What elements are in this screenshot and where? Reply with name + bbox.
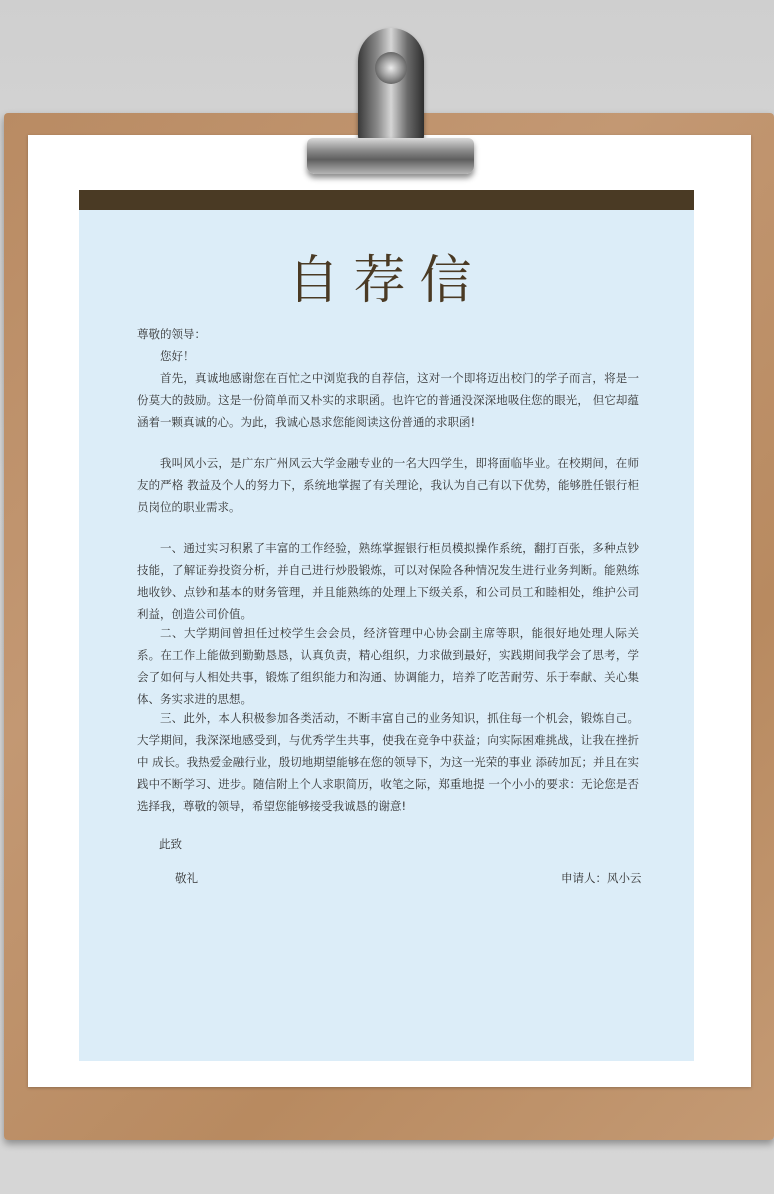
binder-clip-hole — [375, 52, 407, 84]
closing-ci-zhi: 此致 — [159, 837, 182, 851]
binder-clip-ring — [358, 28, 424, 148]
binder-clip-base — [307, 138, 474, 174]
paragraph-advantage-1: 一、通过实习积累了丰富的工作经验，熟练掌握银行柜员模拟操作系统，翻打百张，多种点钞技能，了解证券投资分析，并自己进行炒股锻炼，可以对保险各种情况发生进行业务判断。能熟练地收钞、点钞和基本的财务管理，并且能熟练的处理上下级关系，和公司员工和睦相处，维护公司利益，创造公司价值。 — [137, 541, 639, 621]
salutation: 尊敬的领导： — [137, 327, 206, 341]
applicant-signature: 申请人：风小云 — [561, 871, 642, 885]
paragraph-intro: 首先，真诚地感谢您在百忙之中浏览我的自荐信，这对一个即将迈出校门的学子而言，将是一份莫大的鼓励。这是一份简单而又朴实的求职函。也许它的普通没深深地吸住您的眼光， 但它却蕴涵着一颗真诚的心。为此，我诚心恳求您能阅读这份普通的求职函! — [137, 371, 639, 429]
header-bar — [79, 190, 694, 210]
paragraph-self-introduction: 我叫风小云，是广东广州风云大学金融专业的一名大四学生，即将面临毕业。在校期间，在师友的严格 教益及个人的努力下，系统地掌握了有关理论，我认为自己有以下优势，能够胜任银行柜员岗位的职业需求。 — [137, 456, 639, 514]
letter-title: 自荐信 — [287, 251, 486, 311]
paragraph-advantage-2: 二、大学期间曾担任过校学生会会员，经济管理中心协会副主席等职，能很好地处理人际关系。在工作上能做到勤勤恳恳，认真负责，精心组织，力求做到最好，实践期间我学会了思考，学会了如何与人相处共事，锻炼了组织能力和沟通、协调能力，培养了吃苦耐劳、乐于奉献、关心集体、务实求进的思想。 — [137, 626, 639, 706]
paragraph-advantage-3: 三、此外，本人积极参加各类活动，不断丰富自己的业务知识，抓住每一个机会，锻炼自己。大学期间，我深深地感受到，与优秀学生共事，使我在竞争中获益；向实际困难挑战，让我在挫折中 成长。我热爱金融行业，殷切地期望能够在您的领导下，为这一光荣的事业 添砖加瓦；并且在实践中不断学习、进步。随信附上个人求职简历，收笔之际，郑重地提 一个小小的要求：无论您是否选择我，尊敬的领导，希望您能够接受我诚恳的谢意! — [137, 711, 639, 813]
closing-jing-li: 敬礼 — [175, 871, 198, 885]
greeting: 您好！ — [160, 349, 195, 363]
